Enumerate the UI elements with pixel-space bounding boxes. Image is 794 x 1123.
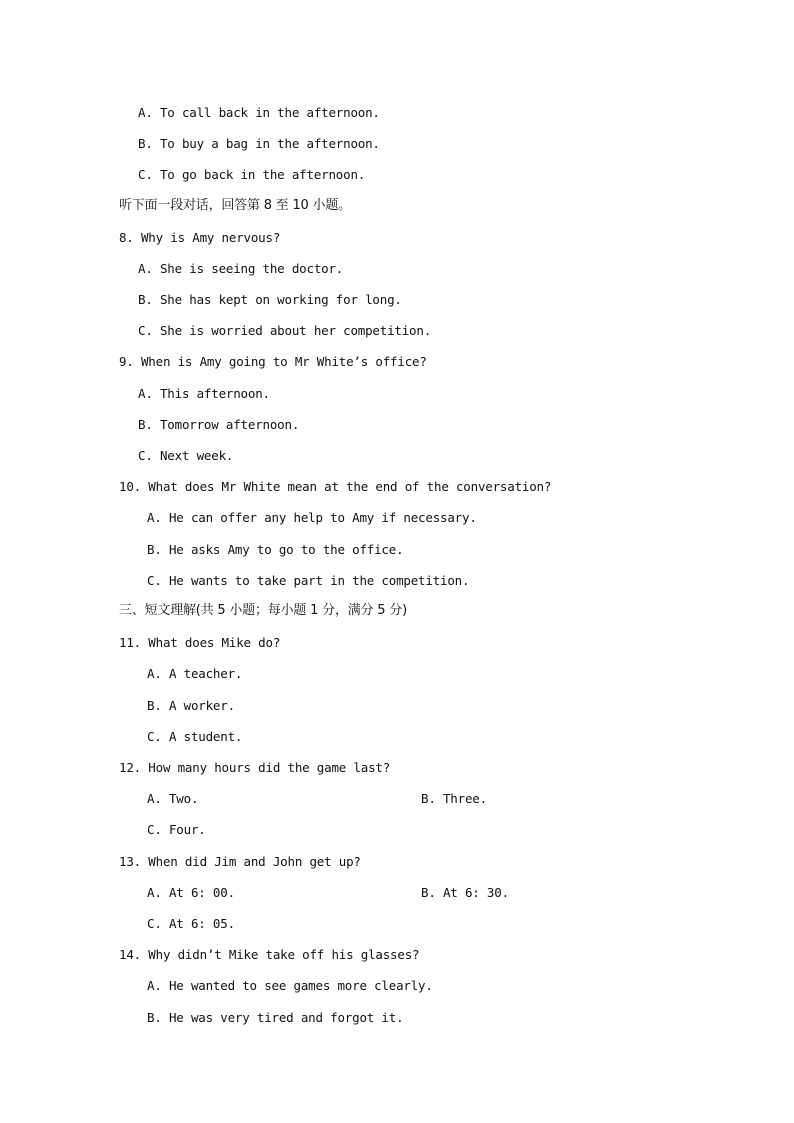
section-3-heading: 三、短文理解(共 5 小题；每小题 1 分，满分 5 分) [119,603,407,618]
q9-option-a: A. This afternoon. [138,386,270,401]
prev-option-a: A. To call back in the afternoon. [138,105,380,120]
q8-option-b: B. She has kept on working for long. [138,292,402,307]
question-10: 10. What does Mr White mean at the end of the conversation? [119,479,552,494]
q11-option-a: A. A teacher. [147,666,243,681]
q10-option-c: C. He wants to take part in the competition. [147,573,470,588]
q9-option-b: B. Tomorrow afternoon. [138,417,300,432]
q14-option-a: A. He wanted to see games more clearly. [147,978,433,993]
q8-option-a: A. She is seeing the doctor. [138,261,344,276]
dialog-instruction: 听下面一段对话，回答第 8 至 10 小题。 [119,198,351,213]
q12-option-b: B. Three. [421,791,487,806]
question-12: 12. How many hours did the game last? [119,760,391,775]
question-9: 9. When is Amy going to Mr White’s office? [119,354,427,369]
question-14: 14. Why didn’t Mike take off his glasses? [119,947,420,962]
q10-option-a: A. He can offer any help to Amy if necessary. [147,510,477,525]
prev-option-b: B. To buy a bag in the afternoon. [138,136,380,151]
q12-option-c: C. Four. [147,822,206,837]
q13-option-c: C. At 6: 05. [147,916,235,931]
q14-option-b: B. He was very tired and forgot it. [147,1010,404,1025]
q11-option-c: C. A student. [147,729,243,744]
q13-option-a: A. At 6: 00. [147,885,235,900]
question-11: 11. What does Mike do? [119,635,281,650]
q9-option-c: C. Next week. [138,448,234,463]
q13-option-b: B. At 6: 30. [421,885,509,900]
question-13: 13. When did Jim and John get up? [119,854,361,869]
question-8: 8. Why is Amy nervous? [119,230,281,245]
q11-option-b: B. A worker. [147,698,235,713]
q8-option-c: C. She is worried about her competition. [138,323,432,338]
q10-option-b: B. He asks Amy to go to the office. [147,542,404,557]
q12-option-a: A. Two. [147,791,199,806]
prev-option-c: C. To go back in the afternoon. [138,167,366,182]
